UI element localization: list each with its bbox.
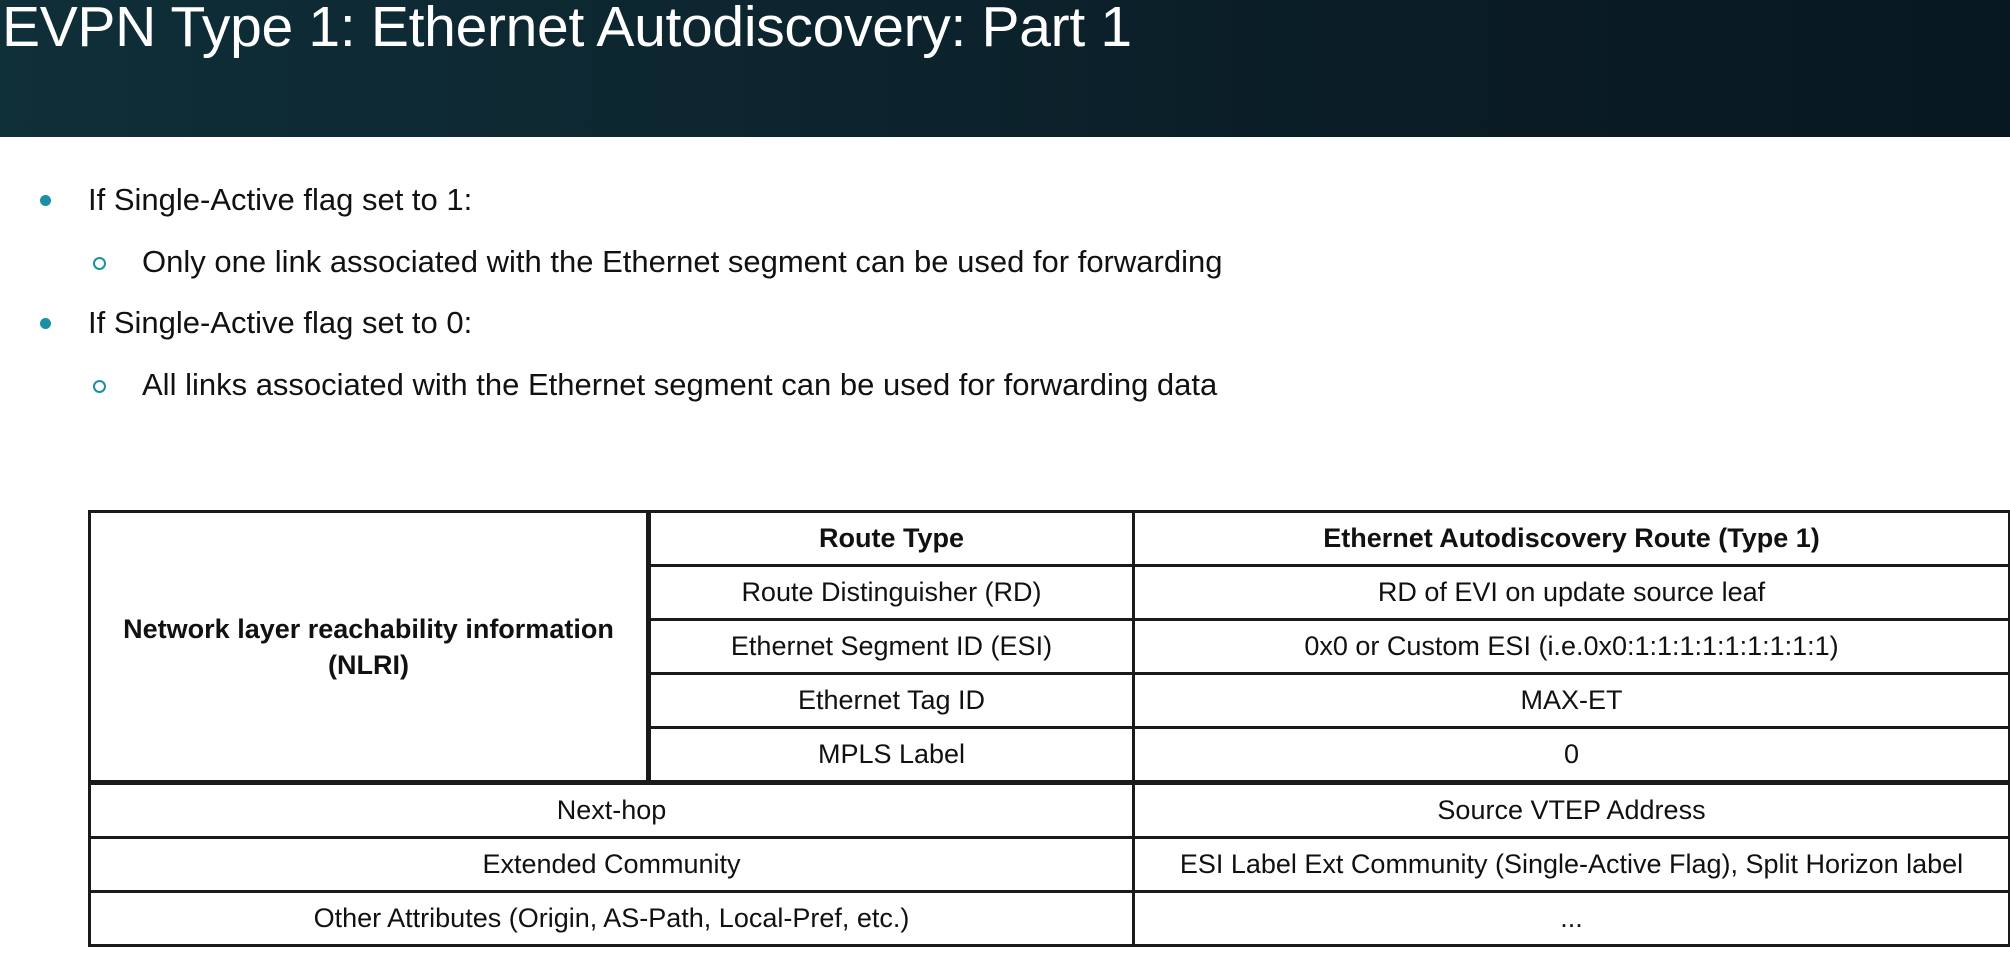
table-cell-field: Other Attributes (Origin, AS-Path, Local-Pref, etc.): [90, 892, 1134, 946]
sub-bullet-circle-icon: [93, 257, 106, 270]
table-cell-field: Extended Community: [90, 838, 1134, 892]
table-cell-value: RD of EVI on update source leaf: [1134, 566, 2010, 620]
bullet-text: If Single-Active flag set to 0:: [88, 305, 473, 340]
table-cell-field: Next-hop: [90, 783, 1134, 838]
table-row: [90, 512, 2010, 566]
table-cell-value: 0x0 or Custom ESI (i.e.0x0:1:1:1:1:1:1:1:1:1): [1134, 620, 2010, 674]
table-row: [90, 892, 2010, 946]
table-cell-field: Ethernet Tag ID: [649, 674, 1134, 728]
table-cell-value: Source VTEP Address: [1134, 783, 2010, 838]
table-cell-field: Route Type: [649, 512, 1134, 566]
table-cell-value: ESI Label Ext Community (Single-Active Flag), Split Horizon label: [1134, 838, 2010, 892]
table-cell-field: Route Distinguisher (RD): [649, 566, 1134, 620]
sub-bullet-text: All links associated with the Ethernet segment can be used for forwarding data: [142, 367, 1218, 402]
sub-bullet-text: Only one link associated with the Ethernet segment can be used for forwarding: [142, 244, 1223, 279]
table-cell-value: ...: [1134, 892, 2010, 946]
sub-bullet-circle-icon: [93, 380, 106, 393]
table-cell-value: Ethernet Autodiscovery Route (Type 1): [1134, 512, 2010, 566]
table-cell-value: 0: [1134, 728, 2010, 783]
title-bar: [0, 0, 2010, 137]
bullet-dot-icon: [40, 318, 51, 329]
table-row: [90, 783, 2010, 838]
table-cell-value: MAX-ET: [1134, 674, 2010, 728]
nlri-label-cell: Network layer reachability information (NLRI): [90, 512, 649, 783]
table-row: [90, 838, 2010, 892]
slide-title: EVPN Type 1: Ethernet Autodiscovery: Part 1: [2, 0, 1132, 59]
evpn-route-table: [88, 510, 2010, 947]
bullet-text: If Single-Active flag set to 1:: [88, 182, 473, 217]
table-cell-field: MPLS Label: [649, 728, 1134, 783]
bullet-dot-icon: [40, 195, 51, 206]
table-cell-field: Ethernet Segment ID (ESI): [649, 620, 1134, 674]
